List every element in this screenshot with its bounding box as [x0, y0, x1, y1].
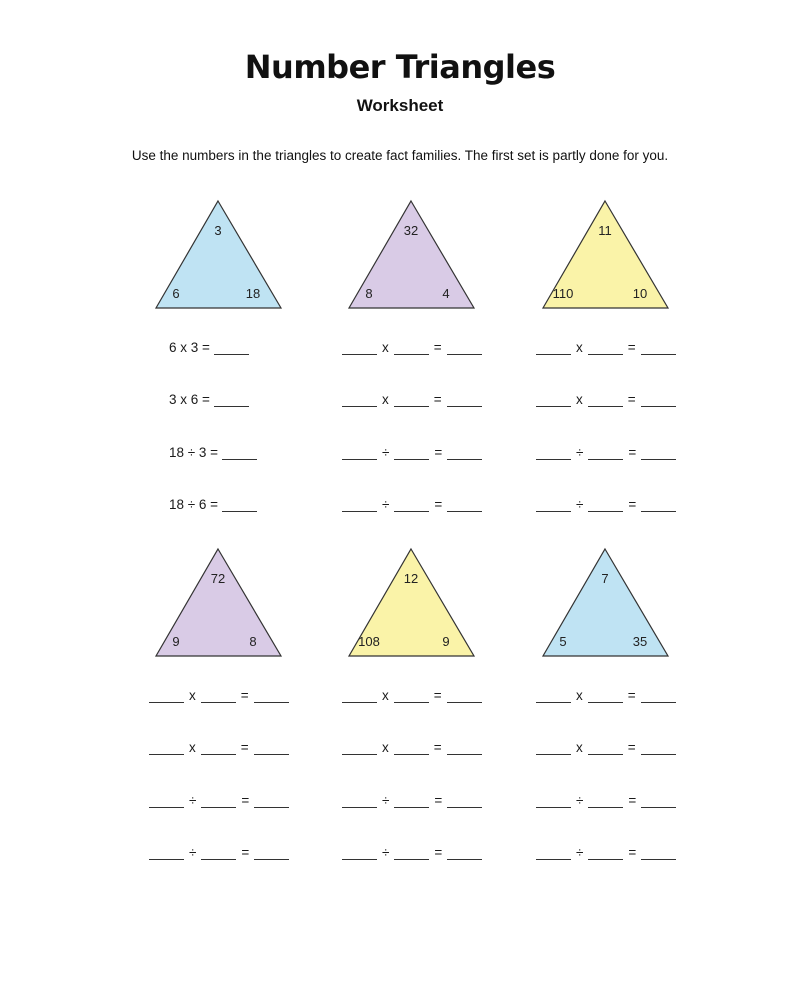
result-blank[interactable] — [447, 392, 482, 407]
equals-sign: = — [240, 740, 249, 755]
number-triangle — [542, 548, 672, 660]
second-number-blank[interactable] — [201, 793, 236, 808]
equals-sign: = — [434, 497, 443, 512]
triangle-right-number: 10 — [632, 286, 648, 301]
number-triangle — [348, 548, 478, 660]
number-triangle — [542, 200, 672, 312]
first-number-blank[interactable] — [342, 688, 377, 703]
second-number-blank[interactable] — [588, 340, 623, 355]
equals-sign: = — [434, 793, 443, 808]
equals-sign: = — [627, 688, 636, 703]
result-blank[interactable] — [641, 793, 676, 808]
first-number-blank[interactable] — [536, 688, 571, 703]
equals-sign: = — [433, 740, 442, 755]
instructions: Use the numbers in the triangles to create fact families. The first set is partly done for you. — [131, 148, 669, 163]
triangle-right-number: 8 — [249, 634, 257, 649]
second-number-blank[interactable] — [588, 740, 623, 755]
fact-family-line — [536, 793, 716, 808]
divide-sign: ÷ — [576, 845, 584, 860]
second-number-blank[interactable] — [588, 793, 623, 808]
times-sign: x — [576, 340, 583, 355]
example-equation: 3 x 6 = — [169, 392, 210, 407]
first-number-blank[interactable] — [149, 793, 184, 808]
second-number-blank[interactable] — [588, 445, 623, 460]
first-number-blank[interactable] — [536, 497, 571, 512]
fact-family-line — [149, 688, 329, 703]
result-blank[interactable] — [254, 688, 289, 703]
second-number-blank[interactable] — [394, 340, 429, 355]
triangle-right-number: 35 — [632, 634, 648, 649]
equals-sign: = — [434, 845, 443, 860]
fact-family-line — [536, 845, 716, 860]
times-sign: x — [189, 688, 196, 703]
first-number-blank[interactable] — [342, 392, 377, 407]
divide-sign: ÷ — [382, 845, 390, 860]
second-number-blank[interactable] — [394, 845, 429, 860]
fact-family-line — [149, 740, 329, 755]
result-blank[interactable] — [641, 445, 676, 460]
fact-family-line — [536, 740, 716, 755]
fact-family-line — [536, 688, 716, 703]
triangle-top-number: 11 — [598, 223, 612, 238]
second-number-blank[interactable] — [201, 845, 236, 860]
number-triangle — [155, 548, 285, 660]
triangle-right-number: 18 — [245, 286, 261, 301]
equals-sign: = — [433, 392, 442, 407]
triangle-left-number: 9 — [172, 634, 180, 649]
times-sign: x — [382, 688, 389, 703]
times-sign: x — [576, 392, 583, 407]
divide-sign: ÷ — [382, 445, 390, 460]
divide-sign: ÷ — [576, 793, 584, 808]
first-number-blank[interactable] — [149, 688, 184, 703]
triangle-right-number: 9 — [442, 634, 450, 649]
triangle-left-number: 6 — [172, 286, 180, 301]
triangle-top-number: 3 — [214, 223, 222, 238]
second-number-blank[interactable] — [588, 392, 623, 407]
result-blank[interactable] — [447, 793, 482, 808]
second-number-blank[interactable] — [394, 392, 429, 407]
divide-sign: ÷ — [382, 497, 390, 512]
equals-sign: = — [628, 793, 637, 808]
second-number-blank[interactable] — [394, 497, 429, 512]
times-sign: x — [382, 340, 389, 355]
fact-family-line — [149, 793, 329, 808]
answer-blank[interactable] — [222, 445, 257, 460]
second-number-blank[interactable] — [201, 740, 236, 755]
triangle-left-number: 110 — [552, 286, 574, 301]
second-number-blank[interactable] — [394, 445, 429, 460]
fact-family-line — [536, 445, 716, 460]
triangle-left-number: 5 — [559, 634, 567, 649]
result-blank[interactable] — [447, 445, 482, 460]
triangle-left-number: 8 — [365, 286, 373, 301]
fact-family-line — [536, 392, 716, 407]
triangle-top-number: 7 — [601, 571, 609, 586]
equals-sign: = — [240, 688, 249, 703]
fact-family-line — [149, 845, 329, 860]
first-number-blank[interactable] — [342, 845, 377, 860]
second-number-blank[interactable] — [588, 688, 623, 703]
equals-sign: = — [627, 340, 636, 355]
first-number-blank[interactable] — [342, 740, 377, 755]
first-number-blank[interactable] — [536, 340, 571, 355]
answer-blank[interactable] — [214, 392, 249, 407]
equals-sign: = — [627, 392, 636, 407]
times-sign: x — [382, 740, 389, 755]
times-sign: x — [576, 740, 583, 755]
fact-family-line — [169, 340, 349, 355]
result-blank[interactable] — [641, 497, 676, 512]
first-number-blank[interactable] — [342, 793, 377, 808]
triangle-top-number: 12 — [403, 571, 419, 586]
first-number-blank[interactable] — [342, 445, 377, 460]
first-number-blank[interactable] — [536, 392, 571, 407]
result-blank[interactable] — [447, 688, 482, 703]
fact-family-line — [342, 497, 522, 512]
answer-blank[interactable] — [222, 497, 257, 512]
triangle-top-number: 32 — [403, 223, 419, 238]
triangle-left-number: 108 — [358, 634, 380, 649]
fact-family-line — [536, 340, 716, 355]
equals-sign: = — [433, 688, 442, 703]
triangle-right-number: 4 — [442, 286, 450, 301]
result-blank[interactable] — [641, 845, 676, 860]
page-subtitle: Worksheet — [356, 96, 444, 115]
equals-sign: = — [628, 445, 637, 460]
result-blank[interactable] — [641, 392, 676, 407]
result-blank[interactable] — [254, 845, 289, 860]
second-number-blank[interactable] — [588, 845, 623, 860]
first-number-blank[interactable] — [342, 340, 377, 355]
result-blank[interactable] — [447, 845, 482, 860]
example-equation: 18 ÷ 6 = — [169, 497, 219, 512]
first-number-blank[interactable] — [536, 793, 571, 808]
result-blank[interactable] — [447, 740, 482, 755]
times-sign: x — [576, 688, 583, 703]
result-blank[interactable] — [641, 340, 676, 355]
first-number-blank[interactable] — [149, 845, 184, 860]
page-title: Number Triangles — [244, 48, 556, 86]
answer-blank[interactable] — [214, 340, 249, 355]
fact-family-line — [169, 392, 349, 407]
first-number-blank[interactable] — [536, 845, 571, 860]
equals-sign: = — [434, 445, 443, 460]
second-number-blank[interactable] — [394, 793, 429, 808]
fact-family-line — [342, 845, 522, 860]
example-equation: 18 ÷ 3 = — [169, 445, 219, 460]
result-blank[interactable] — [447, 340, 482, 355]
fact-family-line — [342, 340, 522, 355]
triangle-top-number: 72 — [210, 571, 226, 586]
fact-family-line — [342, 445, 522, 460]
fact-family-line — [169, 445, 349, 460]
fact-family-line — [342, 688, 522, 703]
result-blank[interactable] — [641, 740, 676, 755]
result-blank[interactable] — [641, 688, 676, 703]
fact-family-line — [536, 497, 716, 512]
equals-sign: = — [241, 793, 250, 808]
equals-sign: = — [433, 340, 442, 355]
divide-sign: ÷ — [382, 793, 390, 808]
fact-family-line — [342, 793, 522, 808]
second-number-blank[interactable] — [201, 688, 236, 703]
fact-family-line — [169, 497, 349, 512]
result-blank[interactable] — [254, 740, 289, 755]
second-number-blank[interactable] — [394, 688, 429, 703]
fact-family-line — [342, 392, 522, 407]
equals-sign: = — [627, 740, 636, 755]
divide-sign: ÷ — [576, 445, 584, 460]
divide-sign: ÷ — [189, 845, 197, 860]
equals-sign: = — [628, 497, 637, 512]
times-sign: x — [189, 740, 196, 755]
number-triangle — [348, 200, 478, 312]
divide-sign: ÷ — [189, 793, 197, 808]
divide-sign: ÷ — [576, 497, 584, 512]
number-triangle — [155, 200, 285, 312]
second-number-blank[interactable] — [588, 497, 623, 512]
equals-sign: = — [628, 845, 637, 860]
second-number-blank[interactable] — [394, 740, 429, 755]
equals-sign: = — [241, 845, 250, 860]
first-number-blank[interactable] — [536, 740, 571, 755]
fact-family-line — [342, 740, 522, 755]
first-number-blank[interactable] — [342, 497, 377, 512]
times-sign: x — [382, 392, 389, 407]
example-equation: 6 x 3 = — [169, 340, 210, 355]
result-blank[interactable] — [447, 497, 482, 512]
first-number-blank[interactable] — [149, 740, 184, 755]
first-number-blank[interactable] — [536, 445, 571, 460]
result-blank[interactable] — [254, 793, 289, 808]
